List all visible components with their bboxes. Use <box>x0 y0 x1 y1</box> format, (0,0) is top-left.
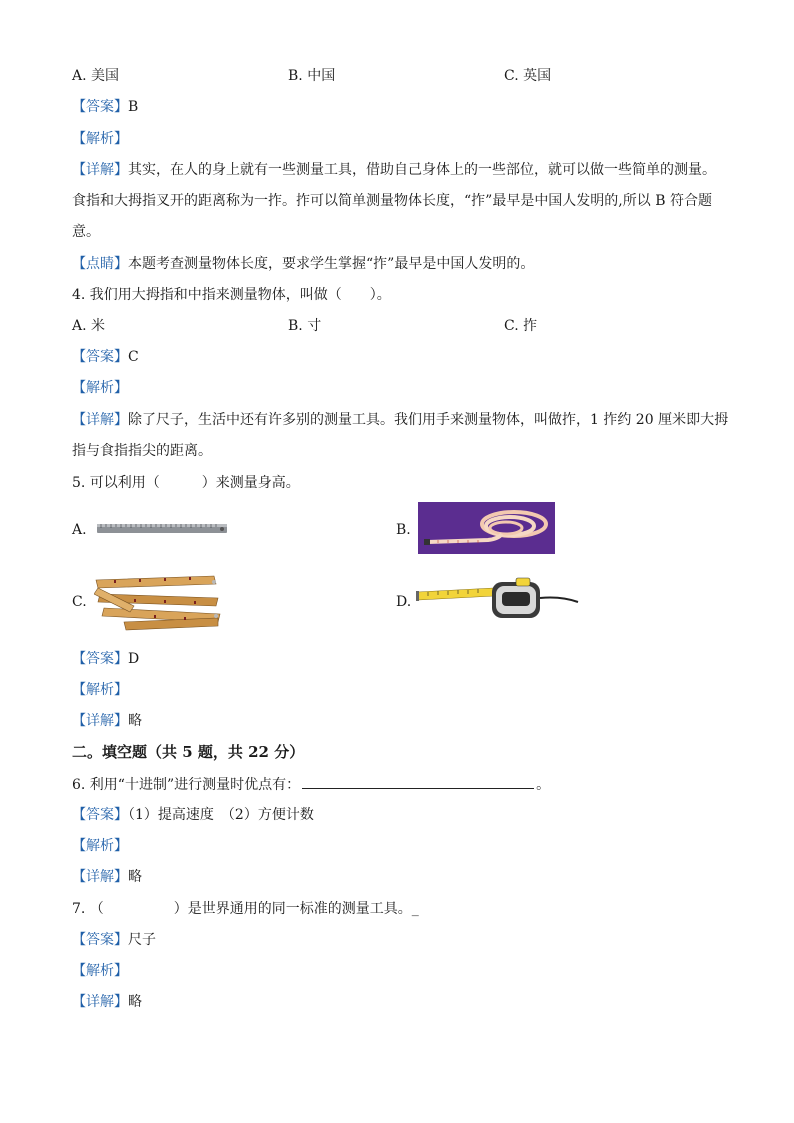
detail-tag: 【详解】 <box>72 162 128 178</box>
detail-text: 其实，在人的身上就有一些测量工具，借助自己身体上的一些部位，就可以做一些简单的测量。 <box>128 162 716 178</box>
answer-tag: 【答案】 <box>72 651 128 667</box>
tape-measure-image <box>416 576 580 626</box>
question-tail: 。 <box>536 777 551 793</box>
q6-detail <box>72 867 142 887</box>
q3-option-c: C. 英国 <box>504 68 552 84</box>
answer-value: C <box>128 349 139 365</box>
point-text: 本题考查测量物体长度，要求学生掌握“拃”最早是中国人发明的。 <box>128 256 535 272</box>
q5-answer <box>72 649 139 669</box>
q4-detail-line1 <box>72 410 728 430</box>
q4-analysis <box>72 378 128 398</box>
q4-question: 4. 我们用大拇指和中指来测量物体，叫做（ ）。 <box>72 287 391 303</box>
answer-value: D <box>128 651 140 667</box>
q4-answer <box>72 347 139 367</box>
q5-option-c-label: C. <box>72 594 87 610</box>
question-text: 6. 利用“十进制”进行测量时优点有： <box>72 777 301 793</box>
detail-tag: 【详解】 <box>72 713 128 729</box>
answer-tag: 【答案】 <box>72 349 128 365</box>
answer-blank[interactable] <box>302 774 534 789</box>
detail-tag: 【详解】 <box>72 412 128 428</box>
detail-text: 除了尺子，生活中还有许多别的测量工具。我们用手来测量物体，叫做拃，1 拃约 20 厘米即大拇 <box>128 412 729 428</box>
soft-tape-measure-image <box>418 502 555 558</box>
answer-value: 尺子 <box>128 932 156 948</box>
q7-question: 7. （ ）是世界通用的同一标准的测量工具。_ <box>72 901 419 917</box>
q3-option-a: A. 美国 <box>72 68 120 84</box>
q5-option-b-label: B. <box>396 522 411 538</box>
detail-text: 略 <box>128 713 142 729</box>
q4-option-b: B. 寸 <box>288 318 322 334</box>
q3-answer <box>72 97 138 117</box>
q6-answer <box>72 805 314 825</box>
q6-analysis <box>72 836 128 856</box>
steel-ruler-image <box>97 521 227 540</box>
q3-option-b: B. 中国 <box>288 68 336 84</box>
q5-option-a-label: A. <box>72 522 87 538</box>
analysis-tag: 【解析】 <box>72 963 128 979</box>
detail-text: 略 <box>128 994 142 1010</box>
folding-ruler-image <box>94 572 222 636</box>
analysis-tag: 【解析】 <box>72 682 128 698</box>
section-title: 二。填空题（共 5 题，共 22 分） <box>72 743 305 761</box>
q4-option-a: A. 米 <box>72 318 106 334</box>
q7-analysis <box>72 961 128 981</box>
q4-option-c: C. 拃 <box>504 318 538 334</box>
answer-tag: 【答案】 <box>72 807 128 823</box>
q5-option-d-label: D. <box>396 594 412 610</box>
detail-tag: 【详解】 <box>72 869 128 885</box>
q3-analysis <box>72 129 128 149</box>
answer-value: B <box>128 99 139 115</box>
q3-point <box>72 254 534 274</box>
q7-answer <box>72 930 156 950</box>
detail-tag: 【详解】 <box>72 994 128 1010</box>
q3-detail-line3: 意。 <box>72 224 100 240</box>
answer-tag: 【答案】 <box>72 99 128 115</box>
answer-tag: 【答案】 <box>72 932 128 948</box>
q6-question <box>72 774 550 795</box>
q5-question: 5. 可以利用（ ）来测量身高。 <box>72 475 300 491</box>
q4-detail-line2: 指与食指指尖的距离。 <box>72 443 212 459</box>
q7-detail <box>72 992 142 1012</box>
answer-value: （1）提高速度 （2）方便计数 <box>128 807 314 823</box>
q5-analysis <box>72 680 128 700</box>
q3-detail-line2: 食指和大拇指叉开的距离称为一拃。拃可以简单测量物体长度，“拃”最早是中国人发明的,所以 B 符合题 <box>72 193 712 209</box>
analysis-tag: 【解析】 <box>72 838 128 854</box>
analysis-tag: 【解析】 <box>72 131 128 147</box>
analysis-tag: 【解析】 <box>72 380 128 396</box>
q5-detail <box>72 711 142 731</box>
q3-detail-line1 <box>72 160 716 180</box>
point-tag: 【点睛】 <box>72 256 128 272</box>
detail-text: 略 <box>128 869 142 885</box>
